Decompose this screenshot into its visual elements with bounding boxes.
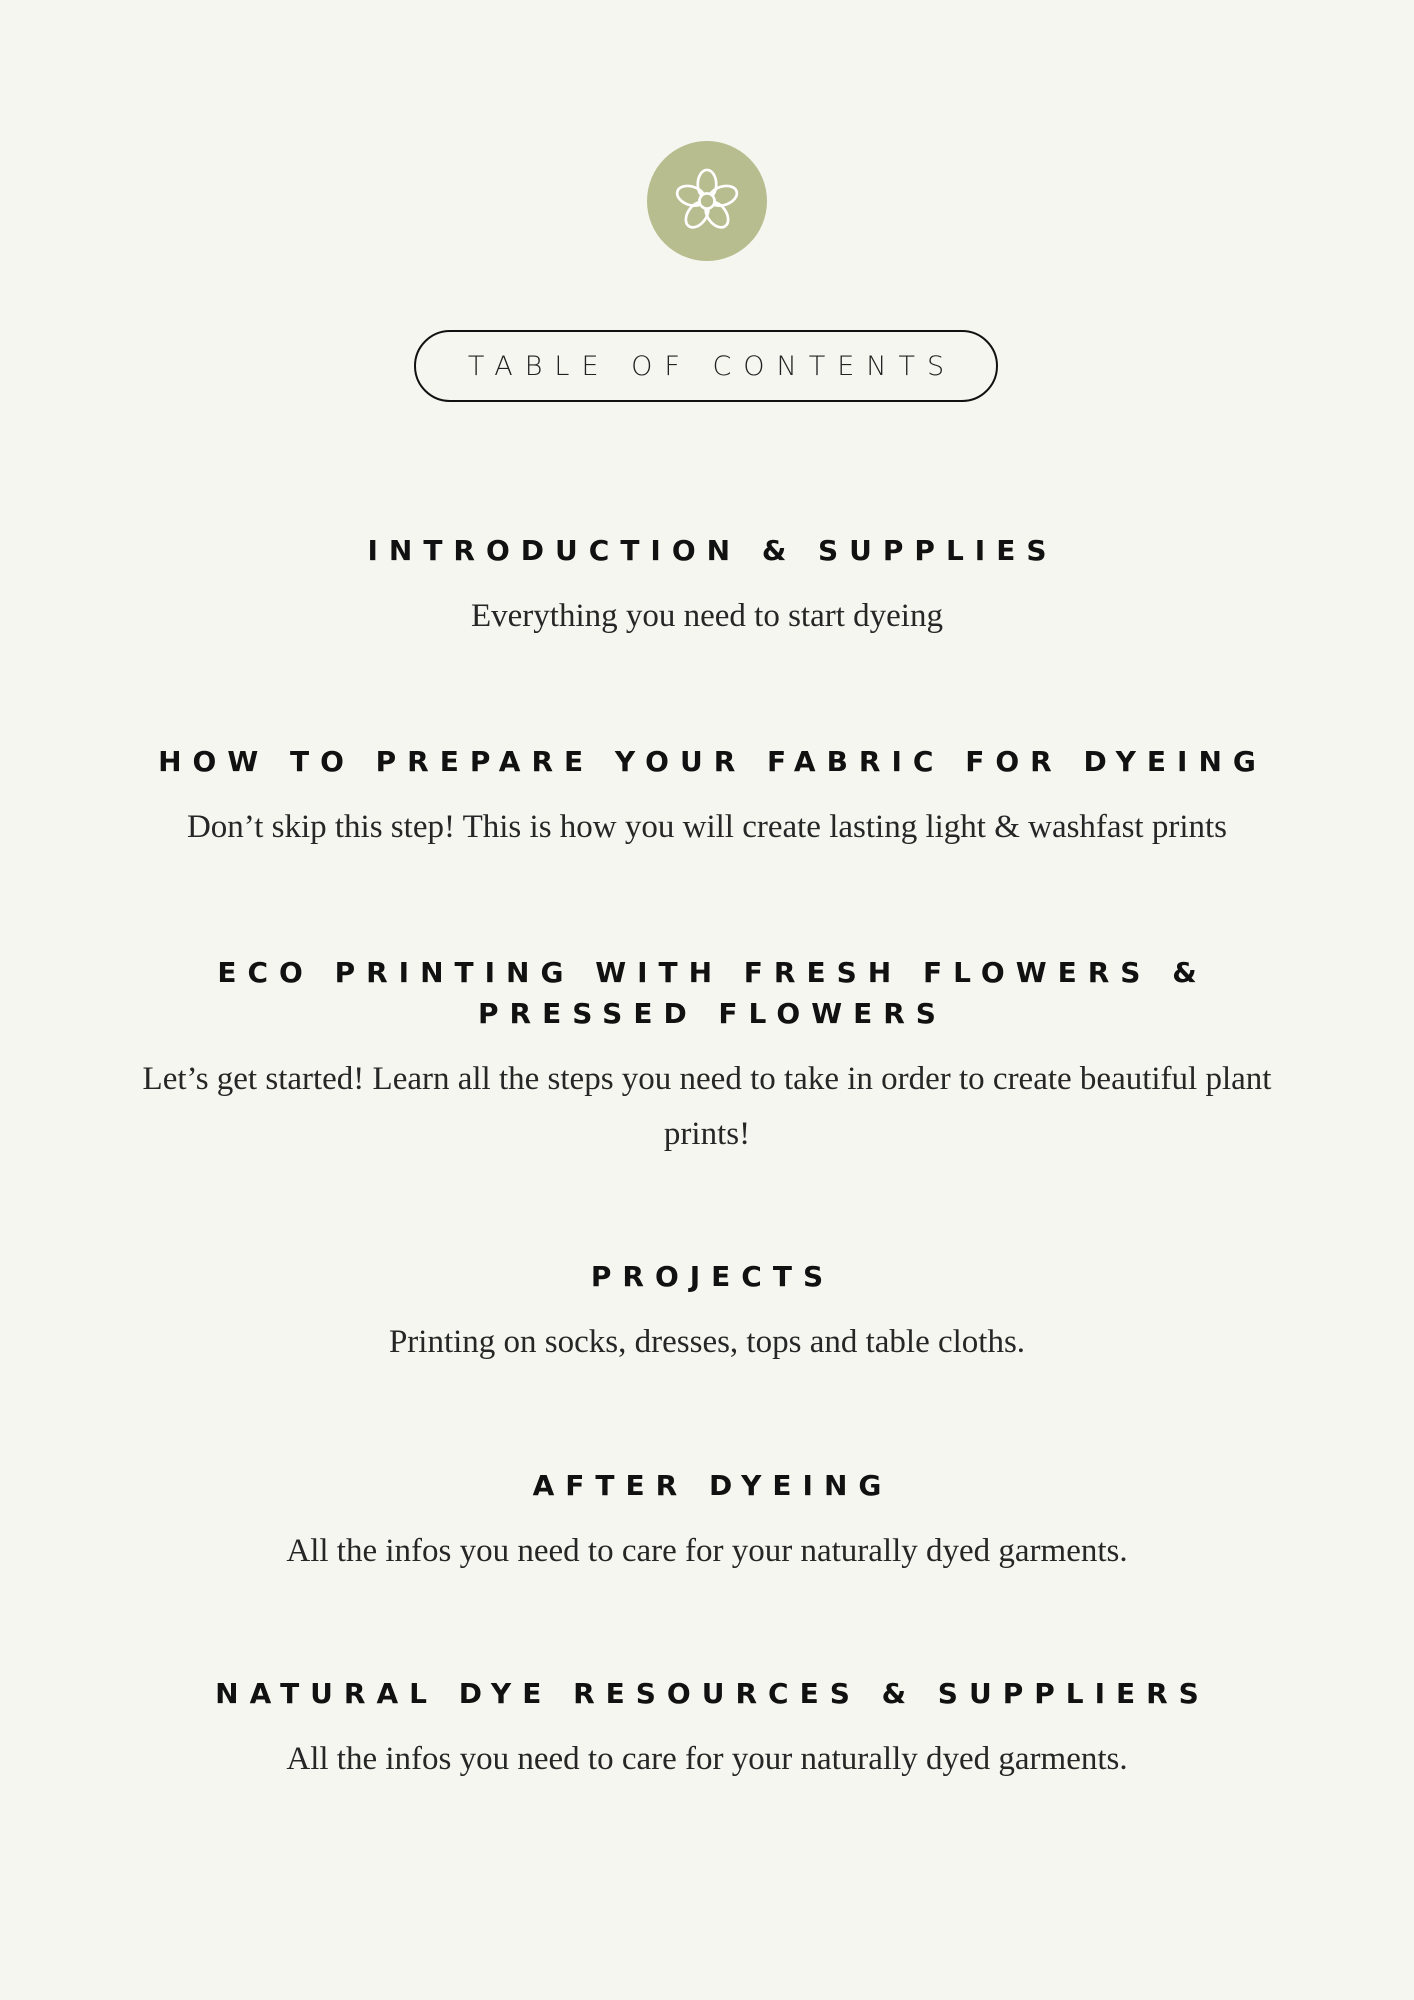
section-description: All the infos you need to care for your naturally dyed garments. (286, 1741, 1128, 1777)
section-title: ECO PRINTING WITH FRESH FLOWERS & PRESSED FLOWERS (217, 956, 1208, 1030)
flower-icon (665, 159, 749, 243)
table-of-contents-title: TABLE OF CONTENTS (414, 330, 998, 402)
section-title: INTRODUCTION & SUPPLIES (367, 534, 1058, 567)
section-description: Everything you need to start dyeing (471, 598, 943, 634)
section-description: Let’s get started! Learn all the steps you need to take in order to create beautiful plant prints! (142, 1061, 1272, 1152)
logo-badge (647, 141, 767, 261)
section-title: PROJECTS (590, 1260, 835, 1293)
section-description: Don’t skip this step! This is how you will create lasting light & washfast prints (186, 809, 1228, 845)
section-title: HOW TO PREPARE YOUR FABRIC FOR DYEING (158, 745, 1267, 778)
section-description: Printing on socks, dresses, tops and table cloths. (388, 1324, 1026, 1360)
toc-section-resources[interactable] (140, 1673, 1274, 1787)
section-title: NATURAL DYE RESOURCES & SUPPLIERS (215, 1677, 1210, 1710)
section-title: AFTER DYEING (532, 1469, 893, 1502)
toc-section-eco-printing[interactable] (140, 952, 1274, 1162)
toc-section-prepare-fabric[interactable] (140, 741, 1274, 855)
toc-section-projects[interactable] (140, 1256, 1274, 1370)
toc-section-introduction[interactable] (140, 530, 1274, 644)
section-description: All the infos you need to care for your naturally dyed garments. (286, 1533, 1128, 1569)
toc-section-after-dyeing[interactable] (140, 1465, 1274, 1579)
